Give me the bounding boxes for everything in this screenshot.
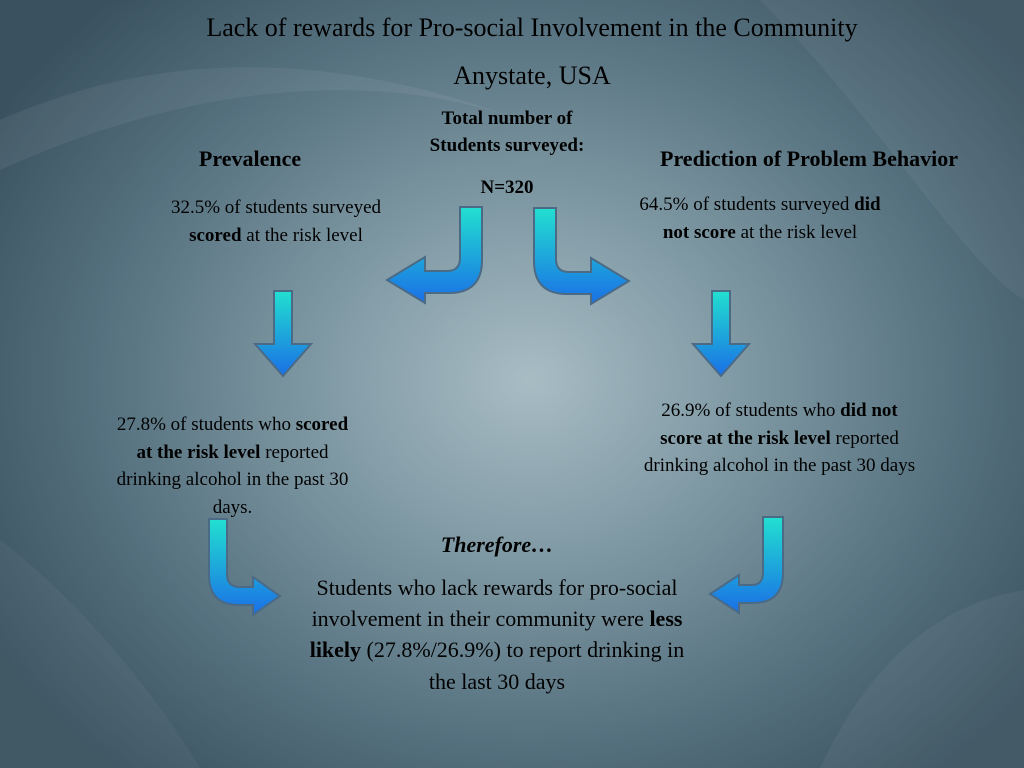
conclusion-statement: Students who lack rewards for pro-social involvement in their community were less likely (27.8%/26.9%) to report drinking in the last 30 days (309, 575, 685, 694)
prevalence-drinking-statement: 27.8% of students who scored at the risk level reported drinking alcohol in the past 30 days. (116, 414, 349, 518)
bottom-curved-arrow-left-icon (707, 515, 787, 615)
down-arrow-right-icon (690, 289, 752, 379)
total-label-line2: Students surveyed: (429, 134, 585, 156)
prediction-statement: 64.5% of students surveyed did not score at the risk level (639, 194, 881, 243)
therefore-label: Therefore… (440, 532, 554, 557)
prediction-drinking-statement: 26.9% of students who did not score at the risk level reported drinking alcohol in the past 30 days (643, 400, 916, 477)
total-label-line1: Total number of (441, 108, 573, 129)
page-title: Lack of rewards for Pro-social Involvement in the Community (206, 13, 858, 42)
curved-arrow-left-icon (385, 205, 490, 305)
total-label (380, 106, 634, 159)
total-count: N=320 (480, 177, 534, 198)
page-subtitle: Anystate, USA (453, 61, 611, 90)
prevalence-statement: 32.5% of students surveyed scored at the risk level (170, 197, 382, 246)
curved-arrow-right-icon (526, 206, 631, 306)
prediction-heading: Prediction of Problem Behavior (660, 146, 958, 171)
down-arrow-left-icon (252, 289, 314, 379)
bottom-curved-arrow-right-icon (203, 517, 283, 617)
prevalence-heading: Prevalence (198, 146, 302, 171)
